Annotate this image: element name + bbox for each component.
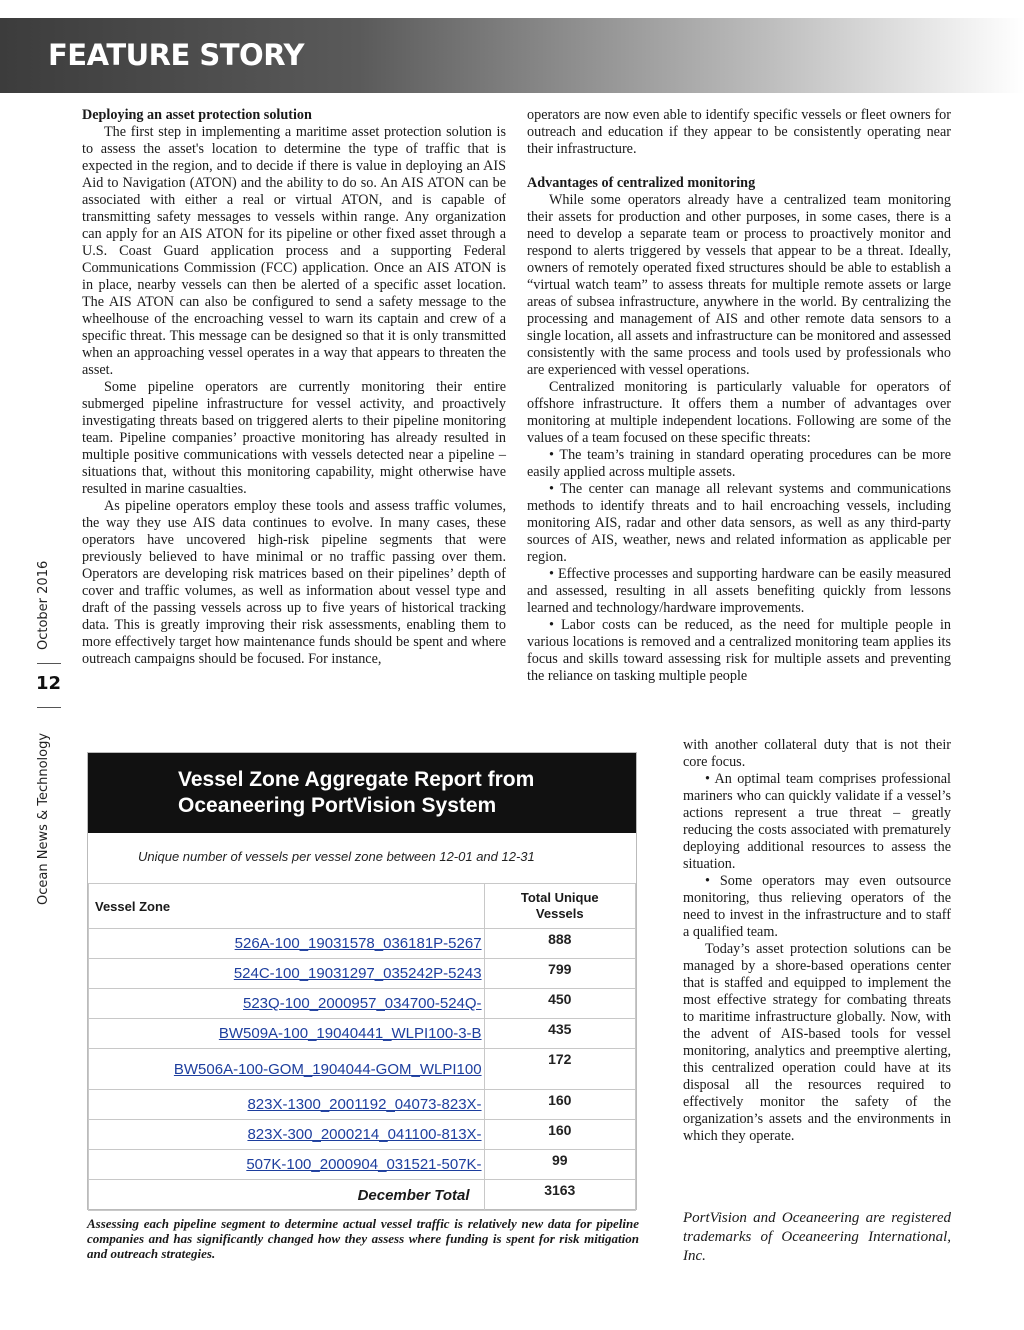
table-header-row <box>89 884 636 929</box>
zone-link[interactable]: 523Q-100_2000957_034700-524Q- <box>89 989 485 1019</box>
vessel-count: 160 <box>484 1090 635 1120</box>
paragraph: operators are now even able to identify specific vessels or fleet owners for outreach and education if they appear to be consistently operating near their infrastructure. <box>527 107 951 157</box>
figure-caption: Assessing each pipeline segment to determine actual vessel traffic is relatively new data for pipeline companies and has significantly changed how they assess where funding is spent for risk mitigation and outreach strategies. <box>87 1216 639 1261</box>
page-number: 12 <box>36 673 62 694</box>
figure-subtitle: Unique number of vessels per vessel zone between 12-01 and 12-31 <box>138 849 535 864</box>
sidebar-divider <box>37 663 61 664</box>
zone-link[interactable]: 823X-1300_2001192_04073-823X- <box>89 1090 485 1120</box>
vessel-zone-report-figure <box>87 752 637 1210</box>
paragraph: The first step in implementing a maritime asset protection solution is to assess the asset's location to determine the type of traffic that is expected in the region, and to decide if there is value in deploying an AIS Aid to Navigation (ATON) and the ability to do so. An AIS ATON can be associated with either a real or virtual ATON, and is capable of transmitting safety messages to vessels within range. Any organization can apply for an AIS ATON for its pipeline or other fixed asset through a U.S. Coast Guard application process and a supporting Federal Communications Commission (FCC) application. Once an AIS ATON is in place, nearby vessels can then be alerted of a specific asset location. The AIS ATON can also be configured to send a safety message to the wheelhouse of the encroaching vessel to warn its captain and crew of a specific threat. This message can be designed so that it is only transmitted when an approaching vessel operates in a way that appears to threaten the asset. <box>82 124 506 378</box>
zone-link[interactable]: 526A-100_19031578_036181P-5267 <box>89 929 485 959</box>
section-heading: Deploying an asset protection solution <box>82 107 312 123</box>
table-row <box>89 1120 636 1150</box>
zone-link[interactable]: 524C-100_19031297_035242P-5243 <box>89 959 485 989</box>
section-title: FEATURE STORY <box>48 38 304 72</box>
table-row <box>89 1019 636 1049</box>
paragraph: Today’s asset protection solutions can be managed by a shore-based operations center that is staffed and equipped to implement the most effective strategy for combating threats to maritime infrastructure globally. Now, with the advent of AIS-based tools for vessel monitoring, analytics and preemptive alerting, this centralized operation could have at its disposal all the resources required to effectively monitor the safety of the organization’s assets and the environments in which they operate. <box>683 941 951 1144</box>
total-label: December Total <box>89 1180 485 1211</box>
paragraph: Some pipeline operators are currently monitoring their entire submerged pipeline infrastructure for vessel activity, and proactively investigating threats based on triggered alerts to their pipeline monitoring team. Pipeline companies’ proactive monitoring has already resulted in multiple positive communications with vessels detected near a pipeline – situations that, without this monitoring capability, might otherwise have resulted in marine casualties. <box>82 379 506 497</box>
bullet-item: • Some operators may even outsource monitoring, thus relieving operators of the need to invest in the infrastructure and to staff a qualified team. <box>683 873 951 940</box>
vessel-count: 450 <box>484 989 635 1019</box>
vessel-count: 888 <box>484 929 635 959</box>
column-header-total <box>484 884 635 929</box>
zone-link[interactable]: BW506A-100-GOM_1904044-GOM_WLPI100 <box>89 1049 485 1090</box>
bullet-item: • Effective processes and supporting hardware can be easily measured and assessed, resulting in all assets benefiting quickly from lessons learned and technology/hardware improvements. <box>527 566 951 616</box>
article-column-3 <box>683 737 951 1145</box>
zone-link[interactable]: BW509A-100_19040441_WLPI100-3-B <box>89 1019 485 1049</box>
figure-header <box>88 753 636 833</box>
vessel-count: 172 <box>484 1049 635 1090</box>
bullet-item: • An optimal team comprises professional mariners who can quickly validate if a vessel’s actions represent a true threat – greatly reducing the costs associated with prematurely deploying additional resources to assess the situation. <box>683 771 951 872</box>
article-column-1 <box>82 107 506 668</box>
article-column-2 <box>527 107 951 685</box>
bullet-item: • The team’s training in standard operating procedures can be more easily applied across multiple assets. <box>527 447 951 480</box>
paragraph: While some operators already have a centralized team monitoring their assets for production and other purposes, in some cases, there is a need to develop a separate team or process to proactively monitor and respond to alerts triggered by vessels that appear to be a threat. Ideally, owners of remotely operated fixed structures should be able to establish a “virtual watch team” to assess threats for multiple remote assets or large areas of subsea infrastructure, anywhere in the world. By centralizing the processing and management of AIS and other remote data sensors to a single location, all assets and infrastructure can be monitored and assessed consistently with the same process and tools used by professionals who are experienced with vessel operations. <box>527 192 951 378</box>
table-row <box>89 1049 636 1090</box>
total-value: 3163 <box>484 1180 635 1211</box>
table-row <box>89 929 636 959</box>
header-line: Vessels <box>535 906 584 921</box>
issue-date: October 2016 <box>36 560 51 650</box>
vessel-count: 799 <box>484 959 635 989</box>
bullet-item: • The center can manage all relevant systems and communications methods to identify threats and to hail encroaching vessels, including monitoring AIS, radar and other data sensors, as well as any third-party sources of AIS, weather, news and related information as applicable per region. <box>527 481 951 565</box>
zone-link[interactable]: 823X-300_2000214_041100-813X- <box>89 1120 485 1150</box>
paragraph: As pipeline operators employ these tools and assess traffic volumes, the way they use AIS data continues to evolve. In many cases, these operators have uncovered high-risk pipeline segments that were previously believed to have minimal or no traffic passing over them. Operators are developing risk matrices based on their pipelines’ depth of cover and traffic volumes, as well as information about vessel type and draft of the passing vessels across up to five years of historical tracking data. This is greatly improving their risk assessments, enabling them to more effectively target how maintenance funds should be spent and where outreach campaigns should be focused. For instance, <box>82 498 506 667</box>
table-row <box>89 959 636 989</box>
column-header-zone: Vessel Zone <box>89 884 485 929</box>
table-row <box>89 989 636 1019</box>
vessel-count: 160 <box>484 1120 635 1150</box>
sidebar-divider <box>37 707 61 708</box>
feature-banner <box>0 18 1024 93</box>
figure-title-line: Oceaneering PortVision System <box>178 794 497 817</box>
table-row <box>89 1090 636 1120</box>
paragraph: Centralized monitoring is particularly valuable for operators of offshore infrastructure. It offers them a number of advantages over monitoring at multiple independent locations. Following are some of the values of a team focused on these specific threats: <box>527 379 951 446</box>
trademark-notice: PortVision and Oceaneering are registered trademarks of Oceaneering International, Inc. <box>683 1210 951 1264</box>
paragraph: with another collateral duty that is not their core focus. <box>683 737 951 770</box>
vessel-zone-table <box>88 883 636 1211</box>
table-row <box>89 1150 636 1180</box>
figure-title <box>178 767 534 819</box>
publication-name: Ocean News & Technology <box>36 732 51 905</box>
table-total-row <box>89 1180 636 1211</box>
vessel-count: 435 <box>484 1019 635 1049</box>
section-heading: Advantages of centralized monitoring <box>527 175 756 191</box>
figure-title-line: Vessel Zone Aggregate Report from <box>178 768 535 791</box>
header-line: Total Unique <box>520 890 599 905</box>
vessel-count: 99 <box>484 1150 635 1180</box>
zone-link[interactable]: 507K-100_2000904_031521-507K- <box>89 1150 485 1180</box>
bullet-item: • Labor costs can be reduced, as the need for multiple people in various locations is removed and a centralized monitoring team applies its focus and skills toward assessing risk for multiple assets and preventing the reliance on tasking multiple people <box>527 617 951 684</box>
